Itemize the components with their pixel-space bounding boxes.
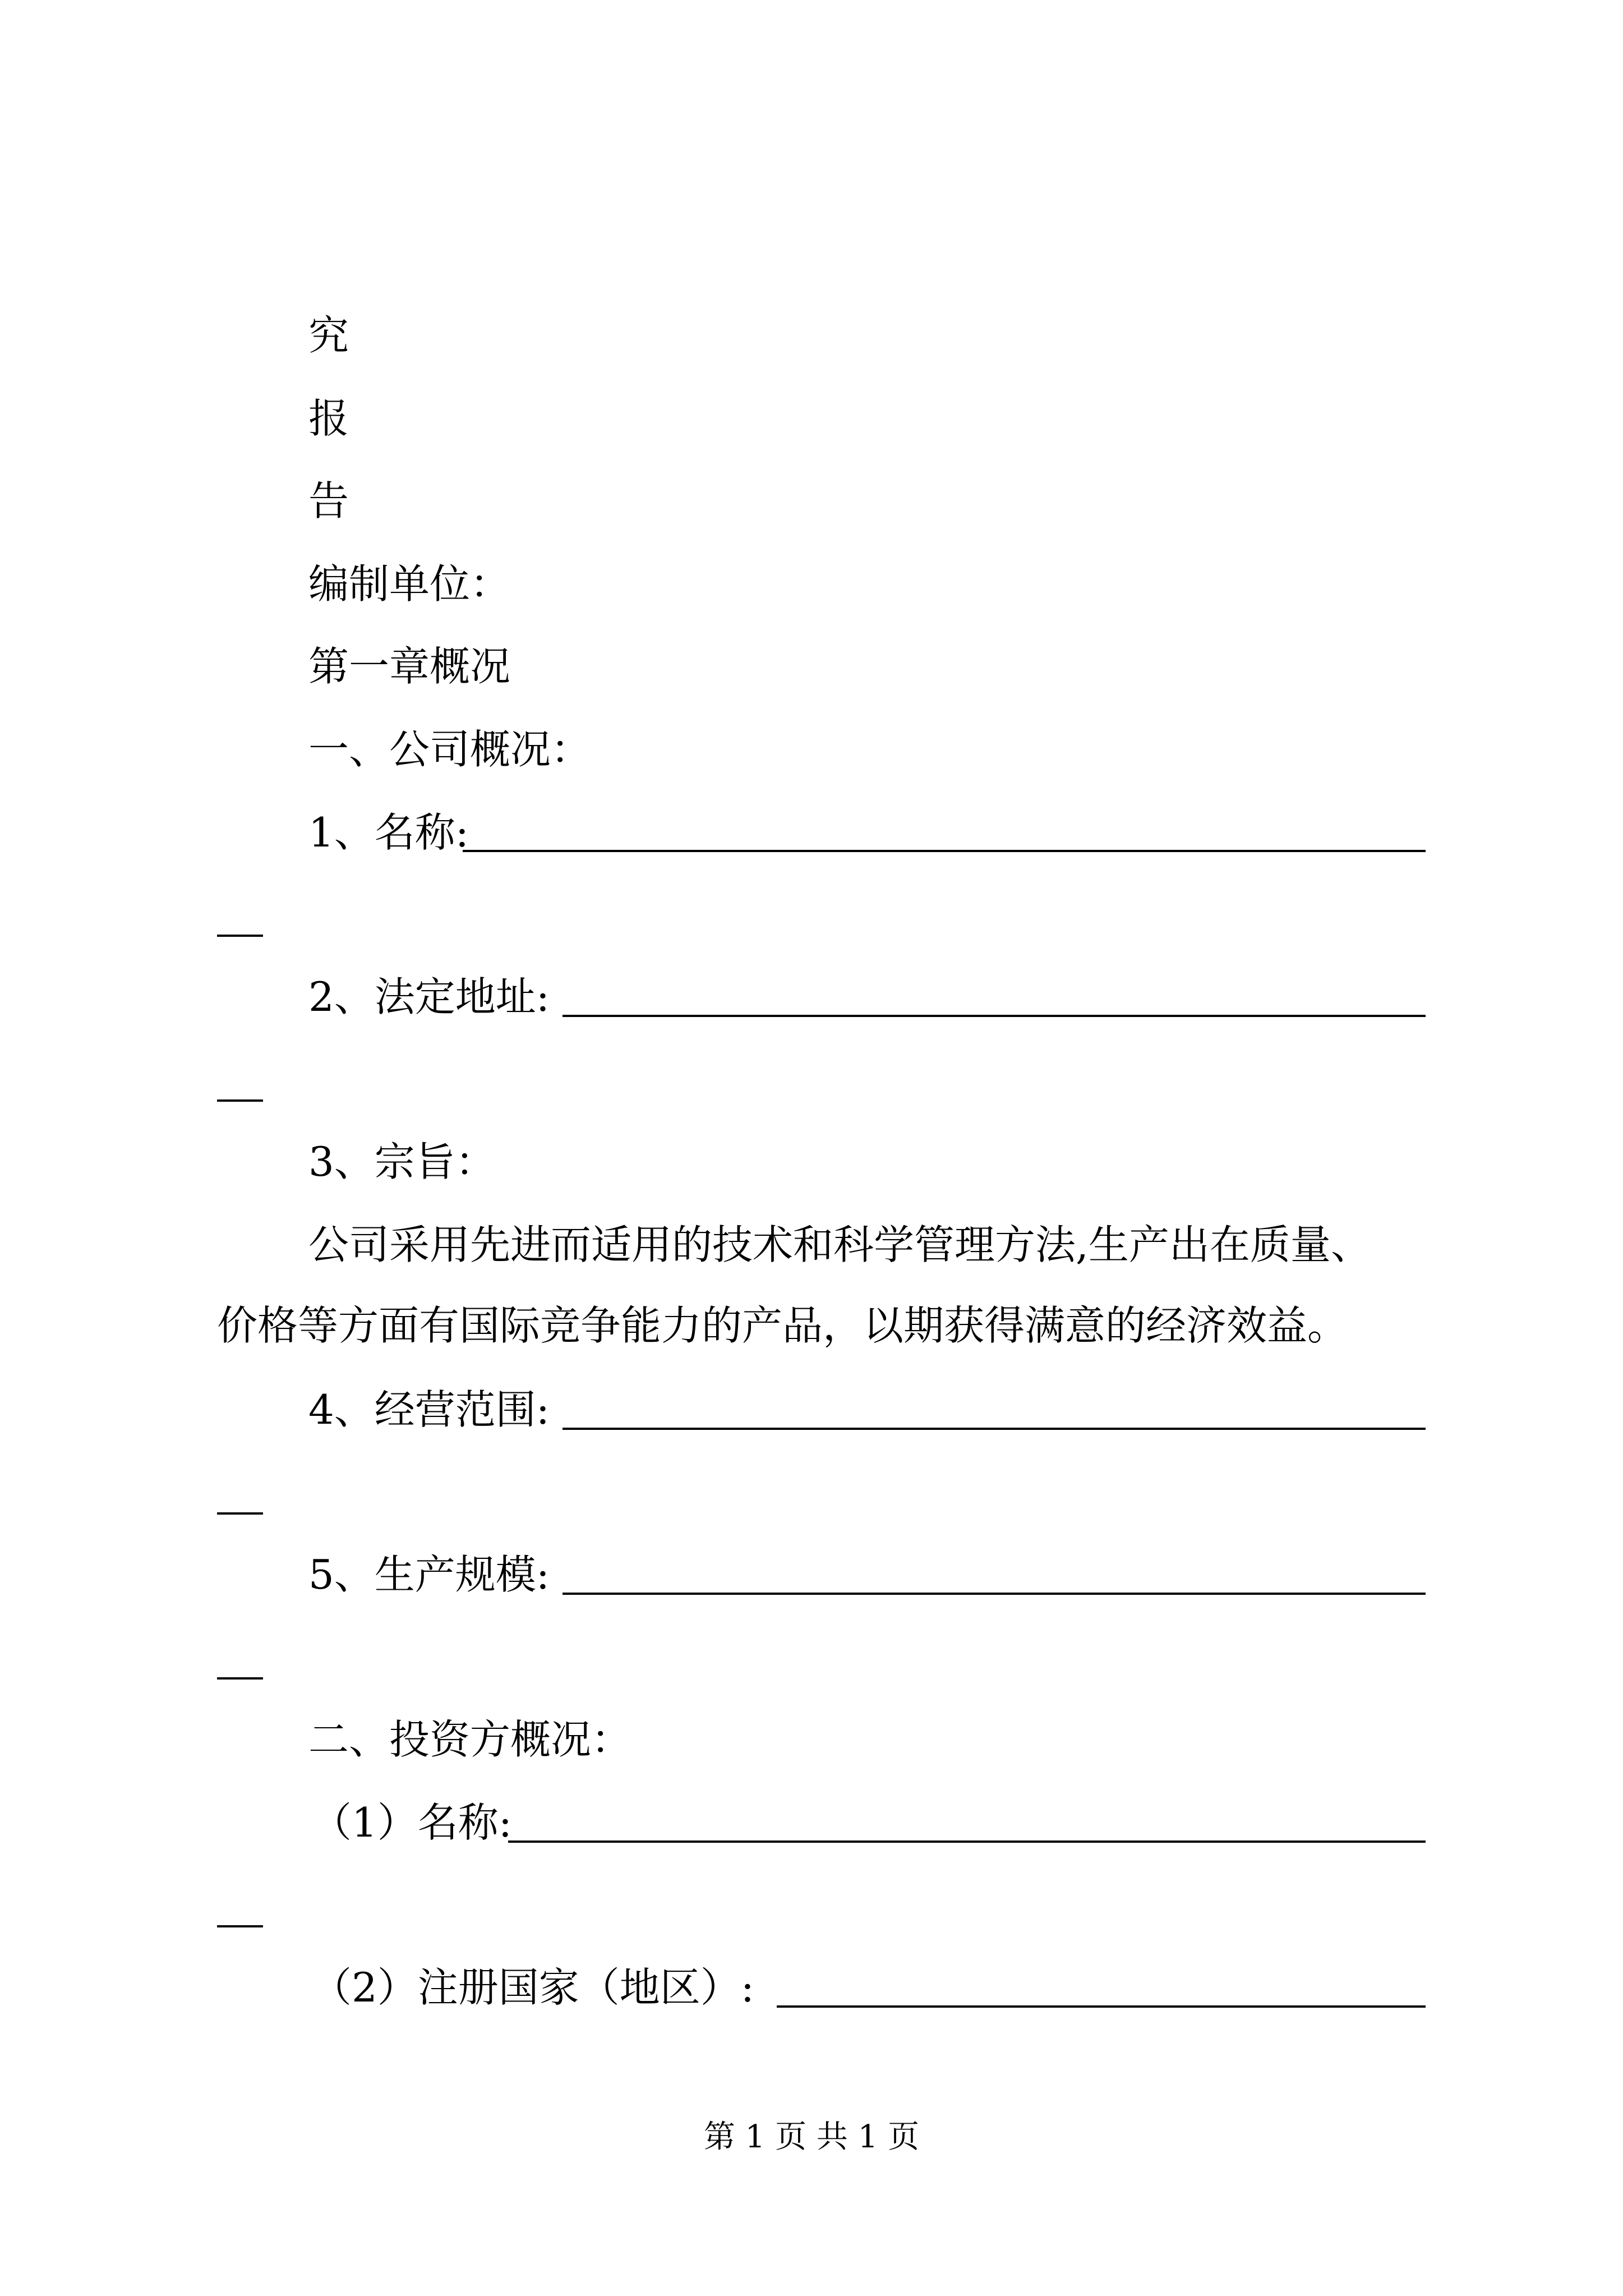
title-char-bao: 报 bbox=[308, 395, 349, 442]
title-char-gao: 告 bbox=[308, 477, 349, 524]
scope-fill-line bbox=[562, 1428, 1426, 1430]
address-fill-line bbox=[562, 1015, 1426, 1017]
name-field-label: 1、名称: bbox=[308, 809, 469, 856]
purpose-text-line-2: 价格等方面有国际竞争能力的产品，以期获得满意的经济效益。 bbox=[217, 1302, 1348, 1349]
scale-fill-line bbox=[562, 1593, 1426, 1595]
section-heading-company: 一、公司概况： bbox=[308, 726, 592, 773]
chapter-heading: 第一章概况 bbox=[308, 643, 511, 690]
address-fill-line-continuation bbox=[217, 1099, 263, 1102]
investor-name-field-label: （1）名称: bbox=[311, 1799, 513, 1846]
investor-name-fill-line bbox=[508, 1841, 1426, 1843]
name-fill-line bbox=[463, 850, 1426, 852]
country-fill-line bbox=[777, 2005, 1426, 2008]
section-heading-investor: 二、投资方概况： bbox=[308, 1716, 632, 1763]
address-field-label: 2、法定地址: bbox=[308, 973, 550, 1020]
scale-fill-line-continuation bbox=[217, 1677, 263, 1680]
page-number-footer: 第 1 页 共 1 页 bbox=[703, 2119, 920, 2155]
scope-fill-line-continuation bbox=[217, 1512, 263, 1515]
investor-name-fill-line-continuation bbox=[217, 1925, 263, 1927]
title-char-jiu: 究 bbox=[308, 312, 349, 359]
scale-field-label: 5、生产规模: bbox=[308, 1551, 550, 1598]
country-field-label: （2）注册国家（地区）: bbox=[311, 1964, 755, 2011]
purpose-label: 3、宗旨： bbox=[308, 1138, 496, 1185]
purpose-text-line-1: 公司采用先进而适用的技术和科学管理方法,生产出在质量、 bbox=[308, 1221, 1371, 1268]
name-fill-line-continuation bbox=[217, 935, 263, 937]
scope-field-label: 4、经营范围: bbox=[308, 1386, 550, 1433]
compiler-label: 编制单位： bbox=[308, 560, 511, 608]
